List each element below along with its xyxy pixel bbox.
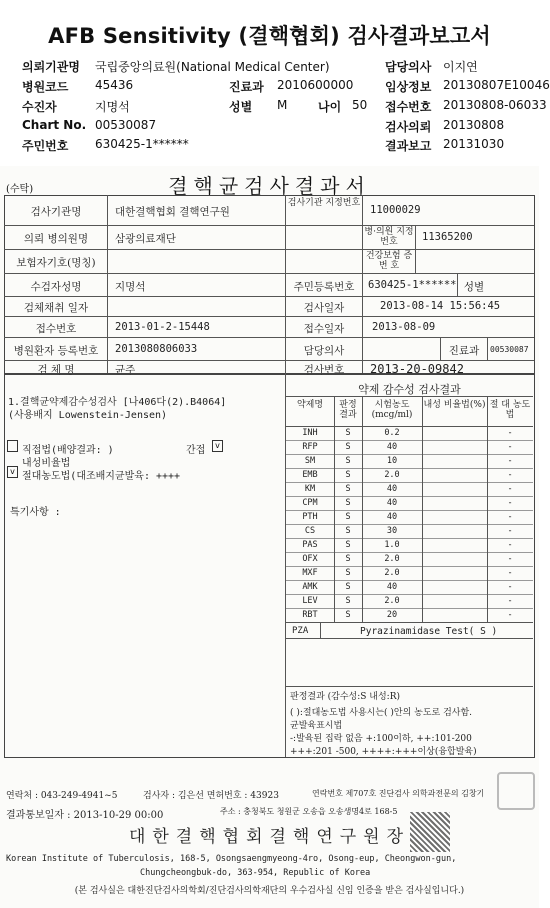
table-header-line bbox=[286, 426, 533, 427]
table-cell: 20 bbox=[386, 610, 398, 620]
table-row-line bbox=[286, 552, 533, 553]
hosp-name-value: 삼광의료재단 bbox=[115, 233, 176, 245]
table-cell: MXF bbox=[302, 568, 318, 578]
patient-name-label: 수검자성명 bbox=[30, 281, 82, 293]
hospital-code-value: 45436 bbox=[95, 78, 134, 92]
table-cell: - bbox=[507, 442, 513, 452]
dept-label: 진료과 bbox=[229, 80, 264, 94]
table-cell: AMK bbox=[302, 582, 318, 592]
age-value: 50 bbox=[352, 98, 368, 112]
table-cell: S bbox=[345, 582, 351, 592]
table-row-line bbox=[286, 440, 533, 441]
org-name-value: 대한결핵협회 결핵연구원 bbox=[115, 206, 230, 218]
recv-date-value: 2013-08-09 bbox=[372, 321, 436, 333]
hosp-name-label: 의뢰 병의원명 bbox=[23, 233, 89, 245]
contact-info: 연락처 : 043-249-4941~5 bbox=[6, 791, 118, 801]
doctor-value: 이지연 bbox=[443, 60, 478, 74]
table-cell: - bbox=[507, 582, 513, 592]
table-cell: - bbox=[507, 554, 513, 564]
test-no-label: 검사번호 bbox=[303, 364, 345, 376]
receipt-no-value: 20130808-06033 bbox=[443, 98, 547, 112]
table-cell: S bbox=[345, 512, 351, 522]
table-row-line bbox=[286, 468, 533, 469]
doctor-doc-label: 담당의사 bbox=[303, 345, 345, 357]
table-cell: - bbox=[507, 610, 513, 620]
reg-no-label: 병원환자 등록번호 bbox=[13, 345, 99, 357]
institute-name-kr: 대한결핵협회결핵연구원장 bbox=[128, 827, 411, 847]
table-row-line bbox=[286, 482, 533, 483]
seal-stamp-director bbox=[410, 812, 450, 852]
table-row-line bbox=[286, 496, 533, 497]
table-cell: 40 bbox=[386, 582, 398, 592]
table-cell: - bbox=[507, 498, 513, 508]
report-date-label: 결과보고 bbox=[385, 139, 432, 153]
direct-method: 직접법(배양결과: ) bbox=[22, 445, 114, 456]
table-cell: 10 bbox=[386, 456, 398, 466]
specimen-value: 균주 bbox=[115, 364, 136, 376]
table-cell: OFX bbox=[302, 554, 318, 564]
test-date-label: 검사일자 bbox=[303, 302, 345, 314]
report-title: AFB Sensitivity (결핵협회) 검사결과보고서 bbox=[48, 24, 491, 48]
recv-no-value: 2013-01-2-15448 bbox=[115, 321, 210, 333]
pza-value: Pyrazinamidase Test( S ) bbox=[360, 626, 498, 637]
table-cell: S bbox=[345, 442, 351, 452]
method-line-2: (사용배지 Lowenstein-Jensen) bbox=[8, 410, 168, 421]
judge-line-3: 균발육표시법 bbox=[290, 721, 343, 731]
table-row-line bbox=[286, 538, 533, 539]
seal-stamp-small bbox=[497, 772, 535, 810]
absolute-checkbox: v bbox=[7, 466, 18, 478]
table-cell: EMB bbox=[302, 470, 318, 480]
report-notice-date: 결과통보일자 : 2013-10-29 00:00 bbox=[6, 810, 164, 821]
table-cell: - bbox=[507, 596, 513, 606]
indirect-checkbox: v bbox=[212, 440, 223, 452]
table-cell: CS bbox=[304, 526, 316, 536]
dept-doc-value: 00530087 bbox=[490, 345, 529, 354]
dept-doc-label: 진료과 bbox=[448, 345, 480, 357]
table-cell: - bbox=[507, 568, 513, 578]
hosp-code-label: 병·의원 지정번호 bbox=[364, 227, 414, 247]
judge-line-2: ( ):절대농도법 사용시는( )안의 농도로 검사함. bbox=[290, 708, 473, 718]
table-col-line bbox=[487, 396, 488, 622]
org-code-value: 11000029 bbox=[370, 204, 421, 216]
table-cell: 40 bbox=[386, 442, 398, 452]
table-cell: S bbox=[345, 526, 351, 536]
table-cell: - bbox=[507, 484, 513, 494]
report-date-value: 20131030 bbox=[443, 137, 505, 151]
table-cell: 2.0 bbox=[384, 470, 400, 480]
age-label: 나이 bbox=[318, 100, 342, 114]
table-header: 판정 결과 bbox=[339, 400, 357, 420]
table-cell: CPM bbox=[302, 498, 318, 508]
sens-table-title: 약제 감수성 검사결과 bbox=[358, 383, 461, 396]
table-cell: LEV bbox=[302, 596, 318, 606]
special-notes-label: 특기사항 : bbox=[10, 507, 61, 518]
hospital-code-label: 병원코드 bbox=[22, 80, 69, 94]
table-cell: S bbox=[345, 498, 351, 508]
table-row-line bbox=[286, 580, 533, 581]
clinical-info-value: 20130807E10046 bbox=[443, 78, 550, 92]
rrn-doc-value: 630425-1****** bbox=[368, 279, 457, 291]
table-cell: S bbox=[345, 610, 351, 620]
table-cell: - bbox=[507, 456, 513, 466]
table-header: 절 대 농도법 bbox=[489, 400, 531, 420]
table-cell: 1.0 bbox=[384, 540, 400, 550]
rrn-doc-label: 주민등록번호 bbox=[293, 281, 355, 293]
table-cell: 2.0 bbox=[384, 554, 400, 564]
table-cell: - bbox=[507, 526, 513, 536]
table-cell: S bbox=[345, 596, 351, 606]
request-date-label: 검사의뢰 bbox=[385, 120, 432, 134]
table-cell: 30 bbox=[386, 526, 398, 536]
address-en: Chungcheongbuk-do, 363-954, Republic of Korea bbox=[140, 868, 371, 878]
direct-checkbox bbox=[7, 440, 18, 452]
table-cell: 40 bbox=[386, 512, 398, 522]
table-cell: 2.0 bbox=[384, 568, 400, 578]
recv-no-label: 접수번호 bbox=[35, 323, 77, 335]
patient-value: 지명석 bbox=[95, 100, 130, 114]
judge-line-1: 판정결과 (감수성:S 내성:R) bbox=[290, 692, 400, 702]
doctor-label: 담당의사 bbox=[385, 60, 432, 74]
org-value: 국립중앙의료원(National Medical Center) bbox=[95, 60, 330, 74]
rrn-value: 630425-1****** bbox=[95, 137, 189, 151]
indirect-method: 간접 bbox=[186, 445, 206, 456]
recv-date-label: 접수일자 bbox=[303, 323, 345, 335]
table-cell: INH bbox=[302, 428, 318, 438]
table-row-line bbox=[286, 454, 533, 455]
test-date-value: 2013-08-14 15:56:45 bbox=[380, 300, 501, 312]
patient-label: 수진자 bbox=[22, 100, 57, 114]
table-cell: - bbox=[507, 470, 513, 480]
reg-no-value: 2013080806033 bbox=[115, 343, 198, 355]
table-cell: S bbox=[345, 484, 351, 494]
table-cell: RFP bbox=[302, 442, 318, 452]
table-row-line bbox=[286, 594, 533, 595]
org-name-label: 검사기관명 bbox=[30, 206, 82, 218]
table-row-line bbox=[286, 524, 533, 525]
table-cell: 0.2 bbox=[384, 428, 400, 438]
table-cell: - bbox=[507, 428, 513, 438]
institute-name-en: Korean Institute of Tuberculosis, 168-5, Osongsaengmyeong-4ro, Osong-eup, Cheongwon-gun, bbox=[6, 854, 457, 864]
hosp-code-value: 11365200 bbox=[422, 231, 473, 243]
judge-line-4: -:발육된 집락 없음 +:100이하, ++:101-200 bbox=[290, 734, 472, 744]
table-cell: PAS bbox=[302, 540, 318, 550]
org-label: 의뢰기관명 bbox=[22, 60, 80, 74]
absolute-method: 절대농도법(대조배지균발육: ++++ bbox=[22, 471, 181, 482]
specimen-label: 검 체 명 bbox=[37, 364, 75, 376]
collect-date-label: 검체채취 일자 bbox=[23, 302, 89, 314]
table-cell: 40 bbox=[386, 484, 398, 494]
document-title: 결핵균검사결과서 bbox=[168, 174, 371, 198]
table-header: 내성 비율법(%) bbox=[423, 400, 486, 410]
table-cell: S bbox=[345, 568, 351, 578]
certification-note: (본 검사실은 대한진단검사의학회/진단검사의학재단의 우수검사실 신임 인증을 받은 검사실입니다.) bbox=[74, 886, 465, 896]
table-cell: S bbox=[345, 540, 351, 550]
chart-no-label: Chart No. bbox=[22, 118, 87, 132]
clinical-info-label: 임상정보 bbox=[385, 80, 432, 94]
table-cell: - bbox=[507, 540, 513, 550]
table-cell: S bbox=[345, 470, 351, 480]
table-col-line bbox=[362, 396, 363, 622]
sex-value: M bbox=[277, 98, 288, 112]
judge-line-5: +++:201 -500, ++++:+++이상(융합발육) bbox=[290, 747, 477, 757]
test-no-value: 2013-20-09842 bbox=[370, 362, 464, 376]
table-cell: RBT bbox=[302, 610, 318, 620]
method-line-1: 1.결핵균약제감수성검사 [나406다(2).B4064] bbox=[8, 397, 227, 408]
table-cell: SM bbox=[304, 456, 316, 466]
chart-no-value: 00530087 bbox=[95, 118, 157, 132]
org-code-label: 검사기관 지정번호 bbox=[287, 198, 361, 208]
table-row-line bbox=[286, 510, 533, 511]
table-cell: KM bbox=[304, 484, 316, 494]
table-cell: S bbox=[345, 428, 351, 438]
dept-value: 2010600000 bbox=[277, 78, 354, 92]
table-row-line bbox=[286, 608, 533, 609]
stamp-note: (수탁) bbox=[6, 184, 34, 195]
table-cell: PTH bbox=[302, 512, 318, 522]
table-cell: - bbox=[507, 512, 513, 522]
patient-name-value: 지명석 bbox=[115, 281, 146, 293]
table-col-line bbox=[422, 396, 423, 622]
resist-ratio-method: 내성비율법 bbox=[22, 458, 71, 469]
sex-doc-label: 성별 bbox=[463, 281, 485, 293]
insured-label: 보험자기호(명칭) bbox=[16, 257, 96, 269]
table-cell: S bbox=[345, 456, 351, 466]
rrn-label: 주민번호 bbox=[22, 139, 69, 153]
table-col-line bbox=[334, 396, 335, 622]
request-date-value: 20130808 bbox=[443, 118, 505, 132]
table-header: 시험농도 (mcg/ml) bbox=[371, 400, 413, 420]
checker-info: 검사자 : 김은선 면허번호 : 43923 bbox=[143, 791, 279, 801]
table-cell: 40 bbox=[386, 498, 398, 508]
table-cell: 2.0 bbox=[384, 596, 400, 606]
director-info: 연락번호 제707호 진단검사 의학과전문의 김창기 bbox=[312, 789, 485, 798]
health-no-label: 건강보험 증 번 호 bbox=[365, 251, 413, 271]
receipt-no-label: 접수번호 bbox=[385, 100, 432, 114]
table-cell: S bbox=[345, 554, 351, 564]
table-row-line bbox=[286, 566, 533, 567]
address-kr: 주소 : 충청북도 청원군 오송읍 오송생명4로 168-5 bbox=[220, 807, 398, 816]
sex-label: 성별 bbox=[229, 100, 253, 114]
pza-label: PZA bbox=[292, 626, 309, 636]
table-header: 약제명 bbox=[296, 400, 324, 410]
